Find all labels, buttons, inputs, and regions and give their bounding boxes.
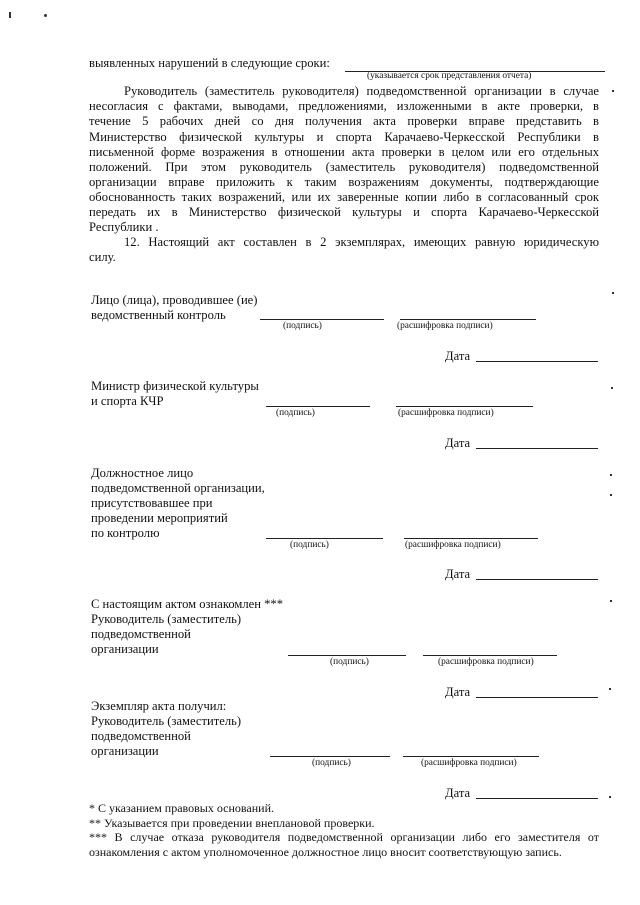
signature-caption: (подпись) [290, 540, 329, 550]
signature-line [266, 538, 383, 539]
signature-decoding-line [400, 319, 536, 320]
signature-caption: (подпись) [330, 657, 369, 667]
date-line [476, 579, 598, 580]
signer-label: и спорта КЧР [91, 394, 164, 408]
signer-label: проведении мероприятий [91, 511, 228, 525]
footnote-3-line: *** В случае отказа руководителя подведомственной организации либо его заместителя от [89, 830, 599, 844]
paragraph-line: Руководитель (заместитель руководителя) подведомственной организации в случае [124, 84, 599, 98]
signature-line [288, 655, 406, 656]
signer-label: Должностное лицо [91, 466, 194, 480]
paragraph-line: передать их в Министерство физической культуры и спорта Карачаево-Черкесской [89, 205, 599, 219]
decoding-caption: (расшифровка подписи) [398, 408, 494, 418]
paragraph-line: несогласия с фактами, выводами, предложениями, изложенными в акте проверки, в [89, 99, 599, 113]
signer-label: Руководитель (заместитель) [91, 612, 242, 626]
signature-decoding-line [403, 756, 539, 757]
scan-speck [612, 90, 614, 92]
footnote-3-line: ознакомления с актом уполномоченное должностное лицо вносит соответствующую запись. [89, 845, 562, 859]
date-line [476, 697, 598, 698]
scan-speck [610, 474, 612, 476]
paragraph-line: течение 5 рабочих дней со дня получения акта проверки вправе представить в [89, 114, 599, 128]
signer-label: ведомственный контроль [91, 308, 226, 322]
footnote-1: * С указанием правовых оснований. [89, 801, 275, 815]
date-line [476, 798, 598, 799]
paragraph-line: Министерство физической культуры и спорта Карачаево-Черкесской Республики в [89, 130, 599, 144]
signature-caption: (подпись) [283, 321, 322, 331]
signature-line [270, 756, 390, 757]
footnote-2: ** Указывается при проведении внеплановой проверки. [89, 816, 375, 830]
deadline-text: выявленных нарушений в следующие сроки: [89, 56, 330, 70]
scan-speck [609, 688, 611, 690]
signer-label: С настоящим актом ознакомлен *** [91, 597, 284, 611]
signer-label: подведомственной организации, [91, 481, 265, 495]
scan-speck [9, 12, 11, 18]
date-label: Дата [445, 567, 471, 581]
scan-speck [610, 494, 612, 496]
decoding-caption: (расшифровка подписи) [397, 321, 493, 331]
date-label: Дата [445, 436, 471, 450]
signer-label: Министр физической культуры [91, 379, 259, 393]
signer-label: присутствовавшее при [91, 496, 213, 510]
signature-caption: (подпись) [312, 758, 351, 768]
date-label: Дата [445, 786, 471, 800]
decoding-caption: (расшифровка подписи) [438, 657, 534, 667]
scan-speck [609, 796, 611, 798]
scan-speck [44, 14, 47, 17]
date-label: Дата [445, 685, 471, 699]
signer-label: Экземпляр акта получил: [91, 699, 227, 713]
date-line [476, 448, 598, 449]
signer-label: организации [91, 744, 159, 758]
signature-line [260, 319, 384, 320]
signer-label: Руководитель (заместитель) [91, 714, 242, 728]
date-label: Дата [445, 349, 471, 363]
signature-line [266, 406, 370, 407]
deadline-caption: (указывается срок представления отчета) [367, 71, 532, 81]
date-line [476, 361, 598, 362]
paragraph-line: силу. [89, 250, 116, 264]
scan-speck [610, 600, 612, 602]
signature-caption: (подпись) [276, 408, 315, 418]
paragraph-line: положений. При этом руководитель (заместитель руководителя) подведомственной [89, 160, 599, 174]
paragraph-line: организации вправе приложить к таким возражениям документы, подтверждающие [89, 175, 599, 189]
signature-decoding-line [404, 538, 538, 539]
paragraph-line: 12. Настоящий акт составлен в 2 экземплярах, имеющих равную юридическую [124, 235, 599, 249]
paragraph-line: письменной форме возражения в отношении акта проверки в целом или его отдельных [89, 145, 599, 159]
signer-label: подведомственной [91, 729, 191, 743]
scan-speck [612, 292, 614, 294]
signature-decoding-line [423, 655, 557, 656]
signer-label: организации [91, 642, 159, 656]
decoding-caption: (расшифровка подписи) [405, 540, 501, 550]
signer-label: подведомственной [91, 627, 191, 641]
scan-speck [611, 387, 613, 389]
decoding-caption: (расшифровка подписи) [421, 758, 517, 768]
signer-label: по контролю [91, 526, 160, 540]
paragraph-line: обоснованность таких возражений, или их заверенные копии либо в согласованный срок [89, 190, 599, 204]
paragraph-line: Республики . [89, 220, 159, 234]
signer-label: Лицо (лица), проводившее (ие) [91, 293, 258, 307]
signature-decoding-line [396, 406, 533, 407]
